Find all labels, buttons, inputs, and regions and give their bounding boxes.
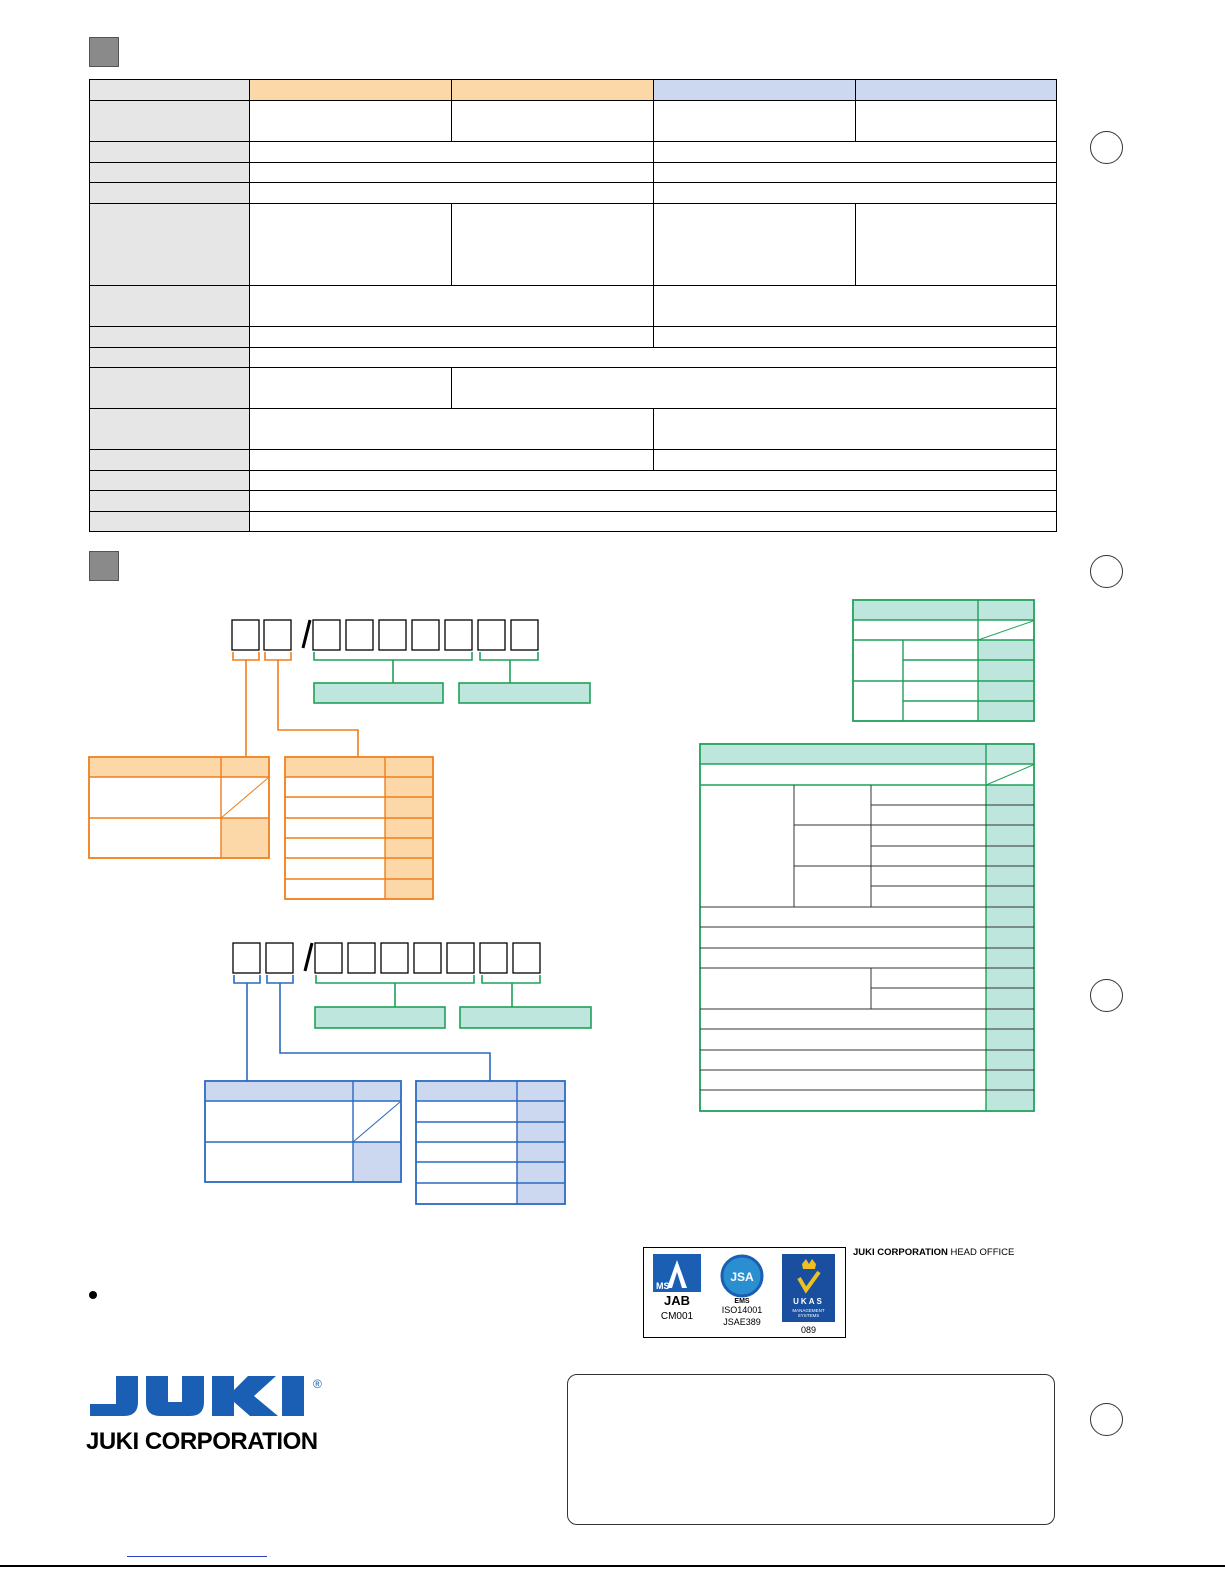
- orange-code-table-2: [285, 757, 433, 899]
- jsa-sub-text: EMS: [734, 1298, 750, 1304]
- ukas-letters: UKAS: [793, 1297, 824, 1306]
- blue-code-table-1: [205, 1081, 401, 1182]
- company-name: JUKI CORPORATION: [86, 1428, 318, 1455]
- ukas-line1: MANAGEMENT: [792, 1308, 825, 1313]
- ukas-code: 089: [800, 1325, 817, 1335]
- jab-code: CM001: [660, 1311, 694, 1322]
- jsa-badge-text: JSA: [730, 1270, 754, 1284]
- ukas-logo: [782, 1254, 835, 1336]
- jsa-code: JSAE389: [723, 1317, 761, 1327]
- bullet-point: [89, 1291, 97, 1299]
- head-office-line: [853, 1247, 1014, 1258]
- orange-code-table-1: [89, 757, 269, 858]
- slash-separator: [303, 620, 310, 648]
- footer-link-underline[interactable]: [127, 1556, 267, 1557]
- certification-logos: [643, 1247, 846, 1338]
- slash-separator: [305, 943, 312, 971]
- upper-model-code-boxes: [232, 620, 538, 650]
- green-code-table-small: [853, 600, 1034, 721]
- blue-code-table-2: [416, 1081, 565, 1204]
- green-brackets: [314, 652, 538, 683]
- jab-text: JAB: [663, 1293, 690, 1308]
- green-label-box: [459, 683, 590, 703]
- head-office-suffix: HEAD OFFICE: [950, 1247, 1015, 1258]
- jsa-iso: ISO14001: [721, 1305, 763, 1315]
- juki-wordmark-icon: [86, 1372, 331, 1420]
- green-label-box: [314, 683, 443, 703]
- head-office-company: JUKI CORPORATION: [853, 1247, 948, 1258]
- distributor-contact-box: [567, 1374, 1055, 1525]
- green-label-box: [315, 1007, 445, 1028]
- jsa-globe-icon: [712, 1254, 772, 1304]
- footer-rule: [0, 1565, 1225, 1567]
- juki-logo: [86, 1372, 331, 1420]
- green-label-box: [460, 1007, 591, 1028]
- jsa-logo: [712, 1254, 772, 1334]
- orange-brackets: [233, 652, 358, 757]
- ukas-crown-icon: [782, 1254, 835, 1322]
- ukas-line2: SYSTEMS: [797, 1313, 820, 1318]
- jab-badge-text: MS: [656, 1281, 670, 1291]
- registered-mark: ®: [313, 1377, 322, 1391]
- jab-logo: [653, 1254, 701, 1334]
- green-code-table-large: [700, 744, 1034, 1111]
- green-brackets: [316, 975, 540, 1007]
- lower-model-code-boxes: [233, 943, 540, 973]
